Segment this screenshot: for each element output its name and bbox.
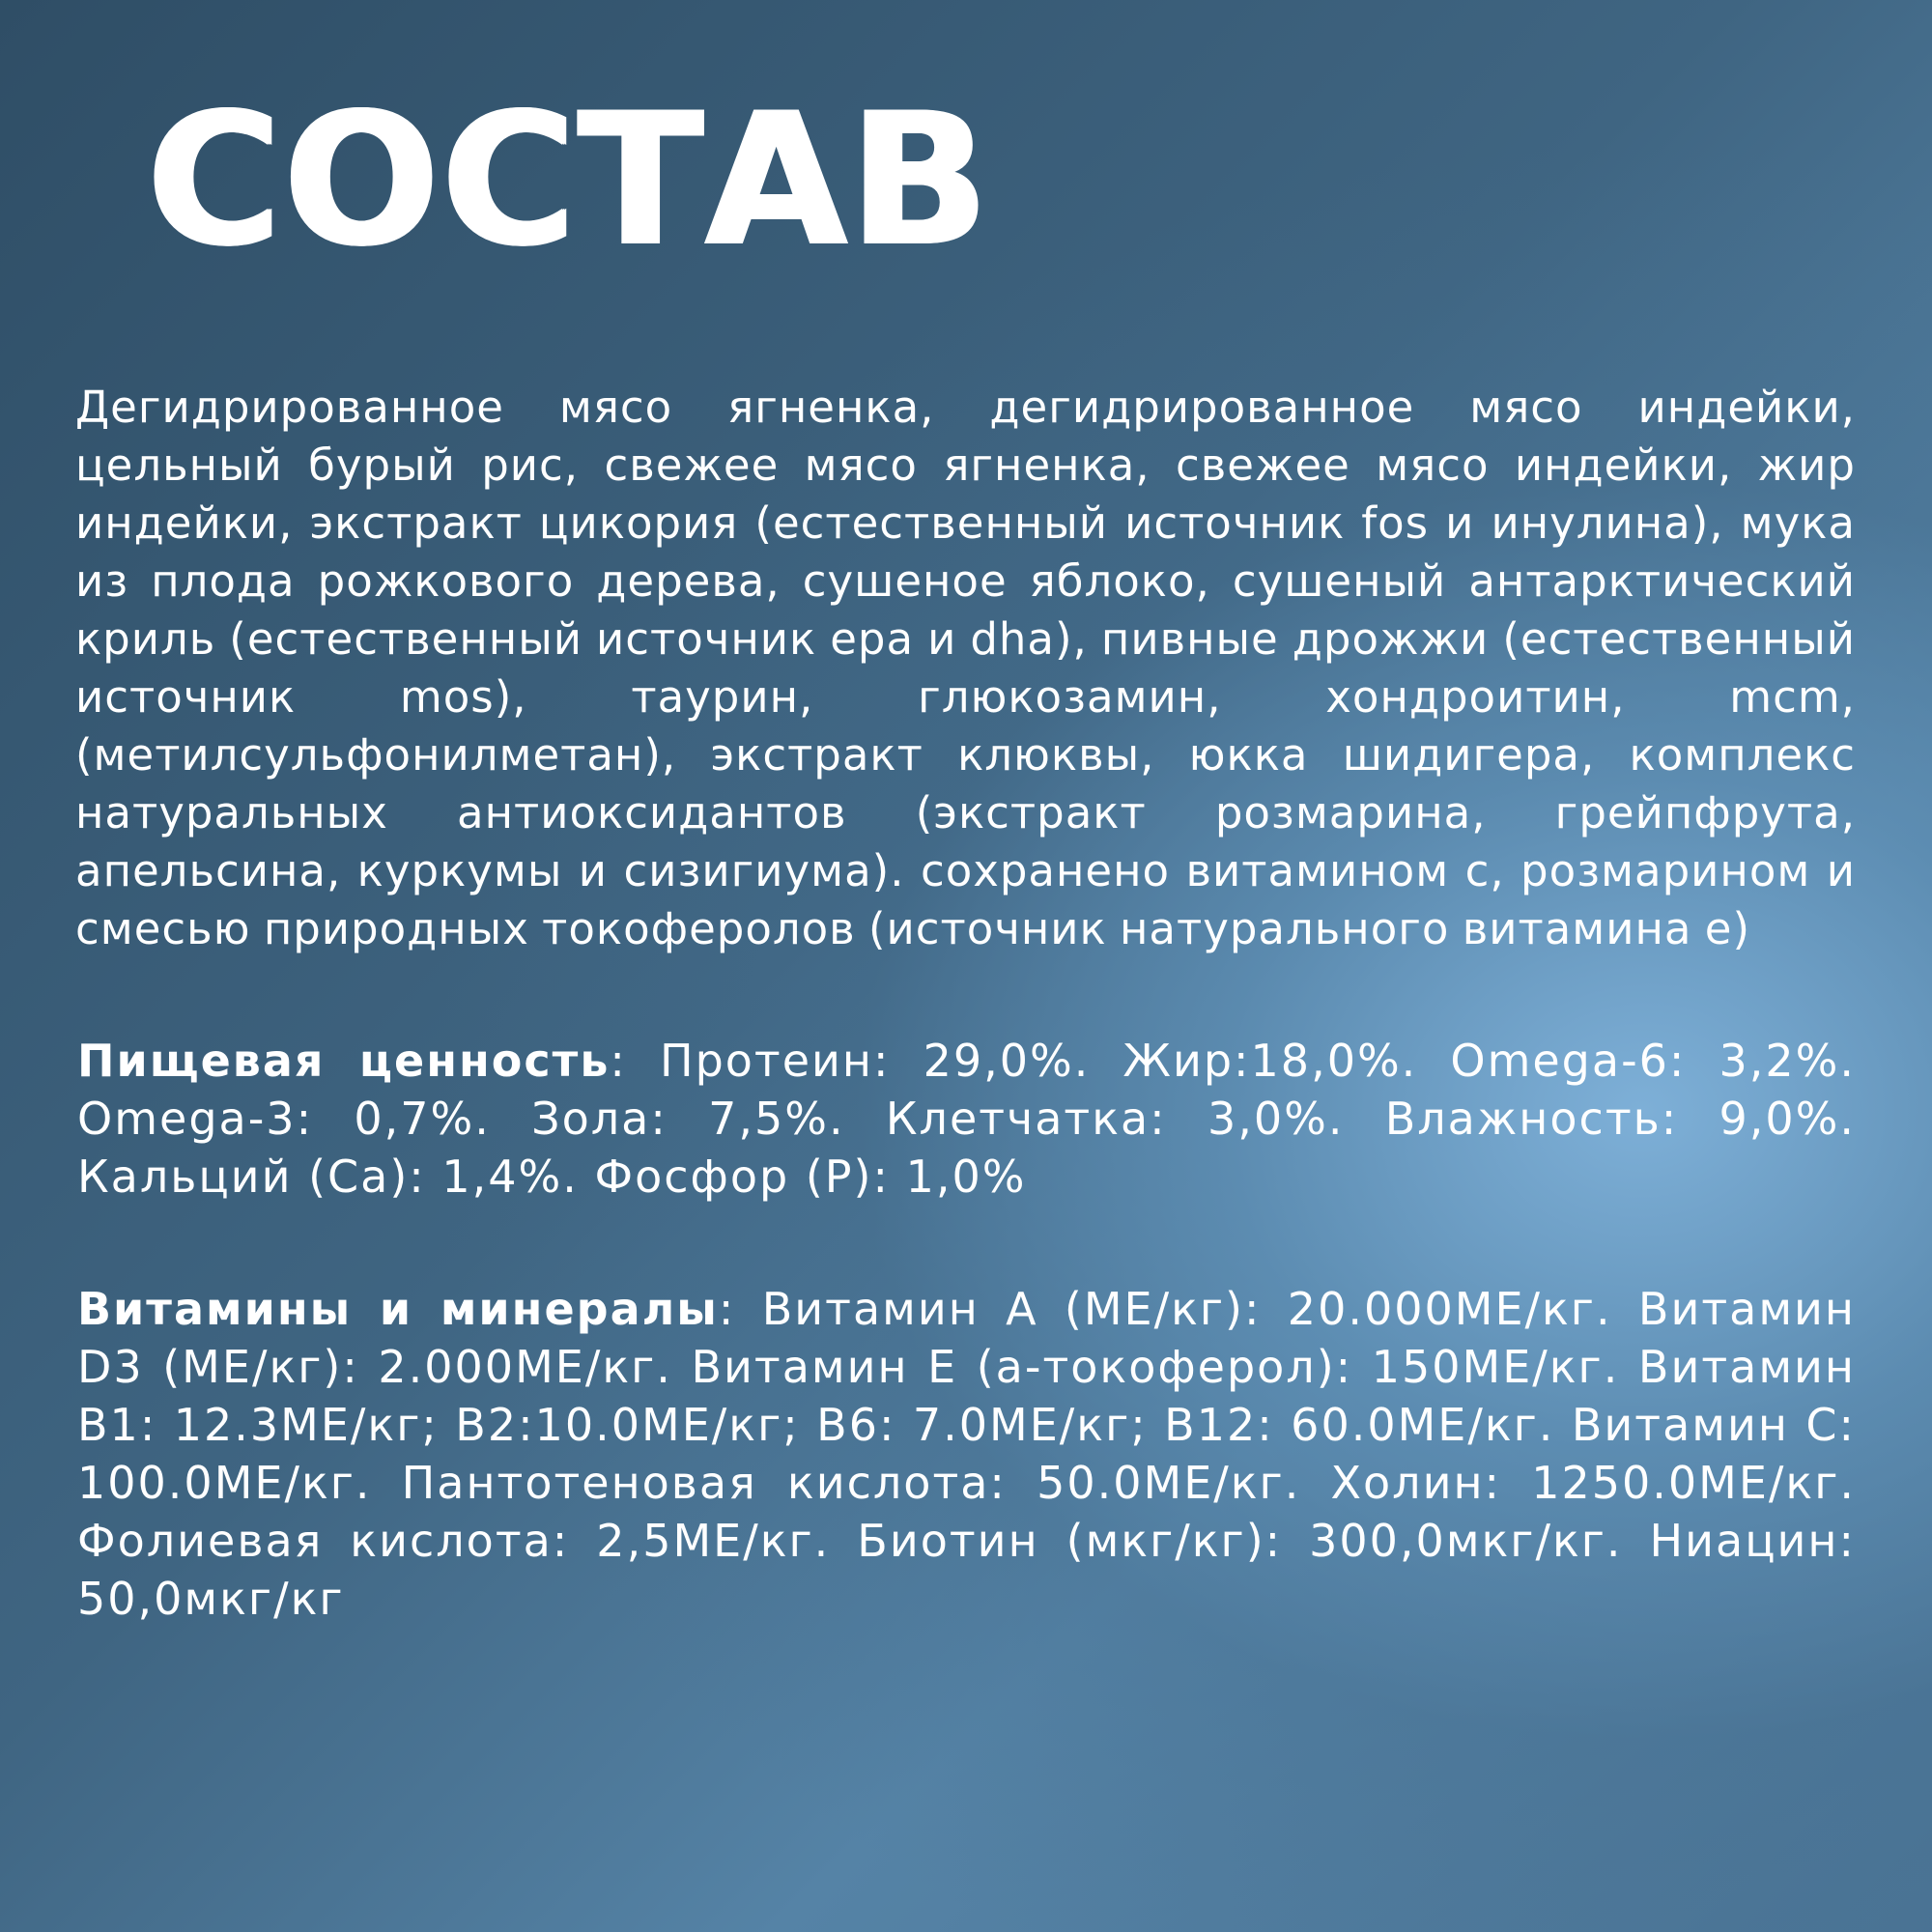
composition-text: Дегидрированное мясо ягненка, дегидрированное мясо индейки, цельный бурый рис, свежее мясо ягненка, свежее мясо индейки, жир индейки, экстракт цикория (естественный источник fos и инулина), мука из плода рожкового дерева, сушеное яблоко, сушеный антарктический криль (естественный источник epa и dha), пивные дрожжи (естественный источник mos), таурин, глюкозамин, хондроитин, mcm, (метилсульфонилметан), экстракт клюквы, юкка шидигера, комплекс натуральных антиоксидантов (экстракт розмарина, грейпфрута, апельсина, куркумы и сизигиума). сохранено витамином с, розмарином и смесью природных токоферолов (источник натурального витамина е)	[75, 382, 1856, 954]
vitamins-values: : Витамин А (МЕ/кг): 20.000МЕ/кг. Витамин D3 (МЕ/кг): 2.000МЕ/кг. Витамин Е (а-токоферол): 150МЕ/кг. Витамин В1: 12.3МЕ/кг; В2:10.0МЕ/кг; В6: 7.0МЕ/кг; В12: 60.0МЕ/кг. Витамин С: 100.0МЕ/кг. Пантотеновая кислота: 50.0МЕ/кг. Холин: 1250.0МЕ/кг. Фолиевая кислота: 2,5МЕ/кг. Биотин (мкг/кг): 300,0мкг/кг. Ниацин: 50,0мкг/кг	[77, 1283, 1856, 1625]
vitamins-label: Витамины и минералы	[77, 1283, 719, 1335]
nutrition-values: : Протеин: 29,0%. Жир:18,0%. Omega-6: 3,2%. Omega-3: 0,7%. Зола: 7,5%. Клетчатка: 3,0%. Влажность: 9,0%. Кальций (Са): 1,4%. Фосфор (Р): 1,0%	[77, 1035, 1856, 1203]
nutrition-paragraph	[77, 1032, 1856, 1206]
page-title: СОСТАВ	[147, 73, 991, 287]
nutrition-label: Пищевая ценность	[77, 1035, 611, 1087]
vitamins-paragraph	[77, 1280, 1856, 1628]
